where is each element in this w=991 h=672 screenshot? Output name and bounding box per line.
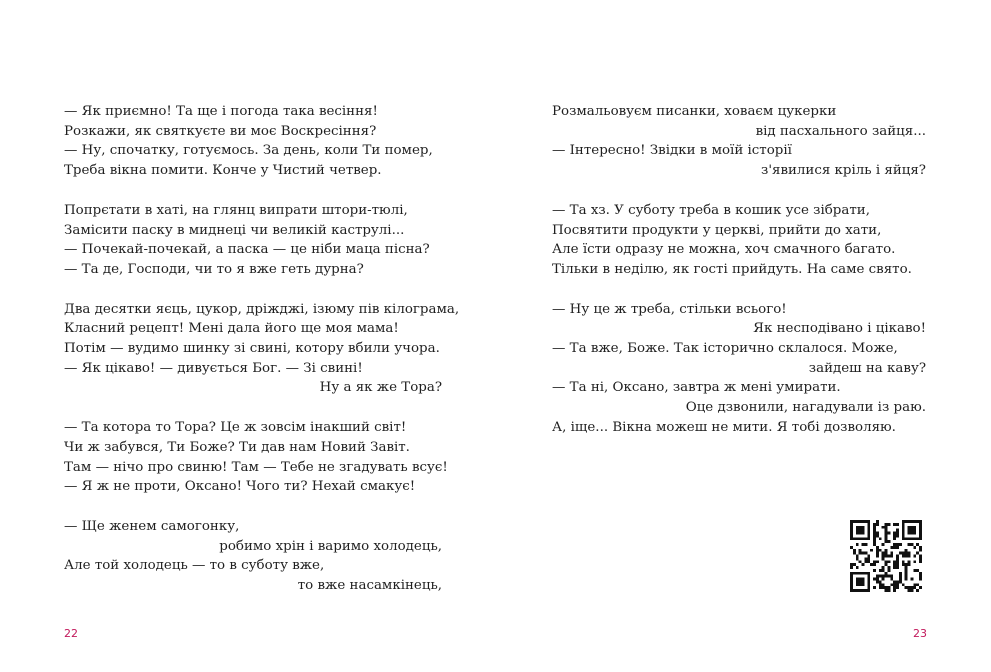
poem-line: від пасхального зайця... (755, 123, 926, 139)
poem-line: зайдеш на каву? (808, 360, 926, 376)
poem-line: Але той холодець — то в суботу вже, (64, 558, 325, 574)
qr-code-graphic (850, 520, 922, 592)
stanza (64, 418, 448, 497)
right-page-number: 23 (913, 627, 927, 640)
poem-line: Потім — вудимо шинку зі свині, котору вбили учора. (64, 341, 440, 357)
poem-line: робимо хрін і варимо холодець, (219, 538, 442, 554)
poem-line: Два десятки яєць, цукор, дріжджі, ізюму пів кілограма, (64, 301, 460, 317)
poem-line: — Почекай-почекай, а паска — це ніби маца пісна? (64, 242, 430, 258)
poem-line: — Ще женем самогонку, (64, 518, 240, 534)
stanza (64, 517, 442, 596)
right-page (496, 0, 991, 672)
poem-line: Чи ж забувся, Ти Боже? Ти дав нам Новий Завіт. (64, 439, 410, 455)
qr-code-icon[interactable] (850, 520, 922, 592)
poem-line: А, іще... Вікна можеш не мити. Я тобі дозволяю. (552, 419, 896, 435)
poem-line: — Та котора то Тора? Це ж зовсім інакший світ! (64, 420, 407, 436)
poem-line: Там — нічо про свиню! Там — Тебе не згадувать всує! (64, 459, 448, 475)
poem-line: Розкажи, як святкуєте ви моє Воскресіння? (64, 123, 377, 139)
poem-line: Замісити паску в миднеці чи великій каструлі... (64, 222, 405, 238)
poem-line: Тільки в неділю, як гості прийдуть. На саме свято. (552, 261, 912, 277)
poem-line: — Та де, Господи, чи то я вже геть дурна? (64, 261, 364, 277)
poem-line: — Та хз. У суботу треба в кошик усе зібрати, (552, 202, 870, 218)
stanza (552, 102, 926, 181)
poem-line: — Ну це ж треба, стільки всього! (552, 301, 787, 317)
poem-line: Ну а як же Тора? (319, 380, 442, 396)
left-page (0, 0, 495, 672)
poem-line: Треба вікна помити. Конче у Чистий четвер. (64, 163, 382, 179)
stanza (64, 102, 442, 181)
poem-line: Розмальовуєм писанки, ховаєм цукерки (552, 104, 837, 119)
poem-line: Посвятити продукти у церкві, прийти до хати, (552, 222, 882, 238)
poem-line: Класний рецепт! Мені дала його ще моя мама! (64, 321, 399, 337)
poem-line: — Та вже, Боже. Так історично склалося. Може, (552, 341, 898, 357)
stanza (64, 201, 442, 280)
poem-line: — Та ні, Оксано, завтра ж мені умирати. (552, 380, 841, 396)
poem-line: з'явилися кріль і яйця? (761, 163, 926, 179)
poem-line: Але їсти одразу не можна, хоч смачного багато. (552, 242, 896, 258)
poem-line: — Як цікаво! — дивується Бог. — Зі свині! (64, 360, 363, 376)
stanza (552, 300, 926, 438)
poem-line: — Ну, спочатку, готуємось. За день, коли Ти помер, (64, 143, 433, 159)
poem-line: — Інтересно! Звідки в моїй історії (552, 143, 792, 159)
poem-line: Попрєтати в хаті, на глянц випрати штори-тюлі, (64, 202, 408, 218)
left-poem-column (64, 102, 460, 616)
right-poem-column (552, 102, 926, 458)
poem-line: то вже насамкінець, (297, 578, 442, 594)
poem-line: Оце дзвонили, нагадували із раю. (685, 400, 926, 416)
left-page-number: 22 (64, 627, 78, 640)
stanza (552, 201, 926, 280)
poem-line: — Я ж не проти, Оксано! Чого ти? Нехай смакує! (64, 479, 416, 495)
poem-line: — Як приємно! Та ще і погода така весіння! (64, 104, 378, 119)
stanza (64, 300, 460, 399)
poem-line: Як несподівано і цікаво! (753, 321, 926, 337)
